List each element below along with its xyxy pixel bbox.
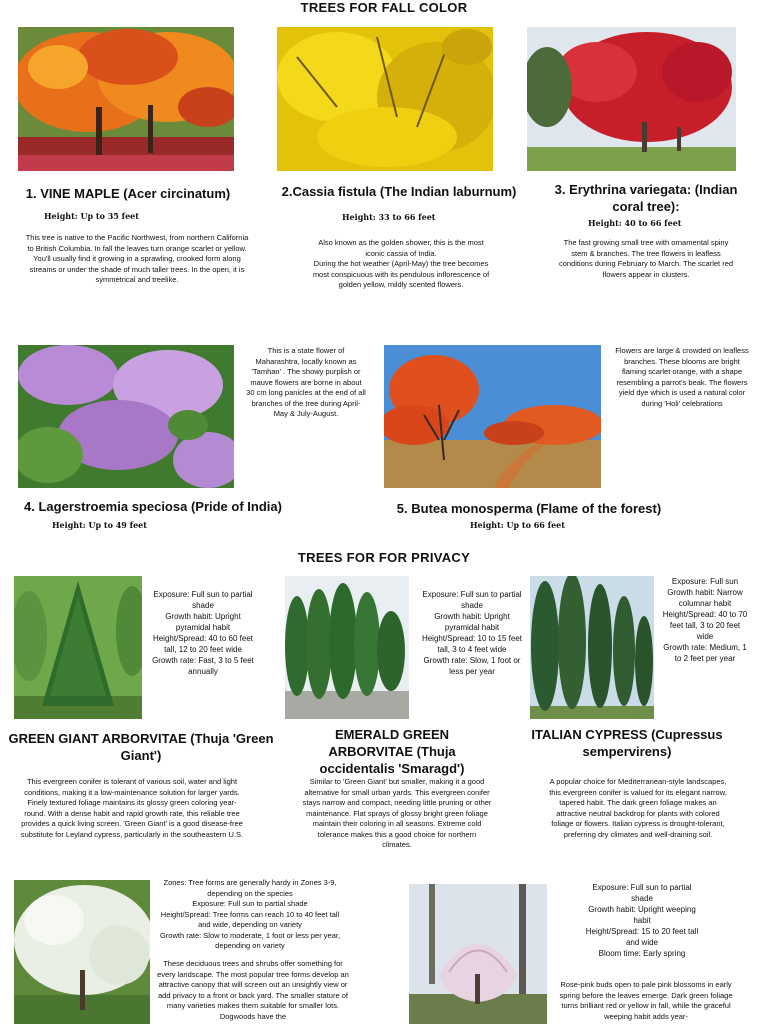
dogwood-size: Height/Spread: Tree forms can reach 10 to 40 feet tall and wide, depending on variety — [160, 909, 340, 929]
cassia-desc-line-1: Also known as the golden shower, this is the most iconic cassia of India. — [318, 238, 484, 258]
emerald-green-photo — [285, 576, 409, 719]
weeping-cherry-bloom: Bloom time: Early spring — [598, 949, 686, 958]
italian-cypress-specs — [662, 576, 748, 664]
vine-maple-photo — [18, 27, 234, 171]
section-title-privacy: TREES FOR FOR PRIVACY — [297, 550, 471, 565]
weeping-cherry-photo — [409, 884, 547, 1024]
vine-maple-height: Height: Up to 35 feet — [44, 211, 139, 221]
weeping-cherry-specs — [582, 882, 702, 959]
lagerstroemia-name: 4. Lagerstroemia speciosa (Pride of India) — [24, 499, 282, 514]
emerald-green-exposure: Exposure: Full sun to partial shade — [422, 590, 522, 610]
dogwood-specs — [155, 878, 345, 952]
green-giant-exposure: Exposure: Full sun to partial shade — [153, 590, 253, 610]
cassia-fistula-description — [310, 238, 492, 291]
butea-height: Height: Up to 66 feet — [470, 520, 565, 530]
italian-cypress-growth: Growth rate: Medium, 1 to 2 feet per year — [663, 643, 747, 663]
weeping-cherry-description: Rose-pink buds open to pale pink blossoms in early spring before the leaves emerge. Dark green foliage turns brilliant red or yellow in fall, while the graceful weeping habit adds year- — [559, 980, 733, 1021]
italian-cypress-description: A popular choice for Mediterranean-style landscapes, this evergreen conifer is valued for its elegant narrow, tapered habit. The dark green foliage makes an attractive neutral backdrop for plants with colored foliage or flowers. Italian cypress is drought-tolerant, preferring dry climates and well-draining soil. — [549, 777, 727, 839]
green-giant-photo — [14, 576, 142, 719]
dogwood-growth: Growth rate: Slow to moderate, 1 foot or less per year, depending on variety — [159, 930, 341, 950]
italian-cypress-size: Height/Spread: 40 to 70 feet tall, 3 to 20 feet wide — [662, 610, 748, 641]
green-giant-name: GREEN GIANT ARBORVITAE (Thuja 'Green Giant') — [8, 731, 274, 763]
dogwood-description: These deciduous trees and shrubs offer something for every landscape. The most popular tree forms develop an attractive canopy that will screen out an unsightly view or add privacy to a front or back yard. The smaller stature of many varieties makes them suitable for smaller lots. Dogwoods have the — [157, 959, 349, 1021]
cassia-desc-line-2: During the hot weather (April-May) the tree becomes most conspicuous with its pendulous inflorescence of golden yellow, mildly scented flowers. — [312, 259, 490, 289]
emerald-green-habit: Growth habit: Upright pyramidal habit — [434, 612, 510, 632]
emerald-green-description: Similar to 'Green Giant' but smaller, making it a good alternative for small urban yards. This evergreen conifer stays narrow and compact, needing little pruning or other maintenance. Flat sprays of glossy bright green foliage maintain their coloring in all seasons. Extreme cold tolerance makes this a good choice for northern climates. — [302, 777, 492, 849]
butea-description: Flowers are large & crowded on leafless branches. These blooms are bright flaming scarlet orange, with a shape resembling a parrot's beak. The flowers yield dye which is used a natural color during 'Holi' celebrations — [615, 346, 749, 408]
lagerstroemia-photo — [18, 345, 234, 488]
italian-cypress-exposure: Exposure: Full sun — [671, 577, 739, 586]
butea-name: 5. Butea monosperma (Flame of the forest) — [396, 501, 662, 516]
green-giant-size: Height/Spread: 40 to 60 feet tall, 12 to 20 feet wide — [152, 634, 254, 654]
emerald-green-growth: Growth rate: Slow, 1 foot or less per year — [423, 656, 521, 676]
weeping-cherry-habit: Growth habit: Upright weeping habit — [588, 905, 696, 925]
weeping-cherry-exposure: Exposure: Full sun to partial shade — [592, 883, 692, 903]
vine-maple-name: 1. VINE MAPLE (Acer circinatum) — [25, 186, 231, 201]
green-giant-growth: Growth rate: Fast, 3 to 5 feet annually — [152, 656, 254, 676]
butea-photo — [384, 345, 601, 488]
lagerstroemia-description: This is a state flower of Maharashtra, locally known as 'Tamhan' . The showy purplish or mauve flowers are borne in about 30 cm long panicles at the end of all branches of the tree during April-May & July-August. — [246, 346, 366, 418]
erythrina-name: 3. Erythrina variegata: (Indian coral tree): — [554, 182, 738, 214]
dogwood-photo — [14, 880, 150, 1024]
dogwood-exposure: Exposure: Full sun to partial shade — [192, 899, 308, 908]
erythrina-height: Height: 40 to 66 feet — [588, 218, 682, 228]
green-giant-habit: Growth habit: Upright pyramidal habit — [165, 612, 241, 632]
weeping-cherry-size: Height/Spread: 15 to 20 feet tall and wide — [585, 927, 699, 947]
lagerstroemia-height: Height: Up to 49 feet — [52, 520, 147, 530]
green-giant-description: This evergreen conifer is tolerant of various soil, water and light conditions, making it a low-maintenance solution for larger yards. Finely textured foliage maintains its glossy green coloring year-round. With a dense habit and rapid growth rate, this reliable tree provides a quick living screen. 'Green Giant' is a good disease-free substitute for Leyland cypress, particularly in the southeastern U.S. — [20, 777, 244, 839]
green-giant-specs — [150, 589, 256, 677]
emerald-green-specs — [420, 589, 524, 677]
italian-cypress-habit: Growth habit: Narrow columnar habit — [667, 588, 743, 608]
italian-cypress-name: ITALIAN CYPRESS (Cupressus sempervirens) — [531, 727, 723, 759]
vine-maple-description: This tree is native to the Pacific Northwest, from northern California to British Columbia. In fall the leaves turn orange scarlet or yellow. You'll usually find it growing in a sprawling, crooked form along streams or under the shade of much taller trees. In the open, it is symmetrical and treelike. — [25, 233, 249, 284]
emerald-green-name: EMERALD GREEN ARBORVITAE (Thuja occidentalis 'Smaragd') — [319, 727, 465, 776]
erythrina-description: The fast growing small tree with ornamental spiny stem & branches. The tree flowers in leafless conditions during February to March. The scarlet red flowers appear in clusters. — [558, 238, 734, 279]
cassia-fistula-photo — [277, 27, 493, 171]
erythrina-photo — [527, 27, 736, 171]
italian-cypress-photo — [530, 576, 654, 719]
dogwood-zones: Zones: Tree forms are generally hardy in Zones 3-9, depending on the species — [163, 878, 337, 898]
section-title-fall-color: TREES FOR FALL COLOR — [300, 0, 468, 15]
cassia-fistula-height: Height: 33 to 66 feet — [342, 212, 436, 222]
cassia-fistula-name: 2.Cassia fistula (The Indian laburnum) — [281, 184, 517, 199]
emerald-green-size: Height/Spread: 10 to 15 feet tall, 3 to 4 feet wide — [421, 634, 523, 654]
